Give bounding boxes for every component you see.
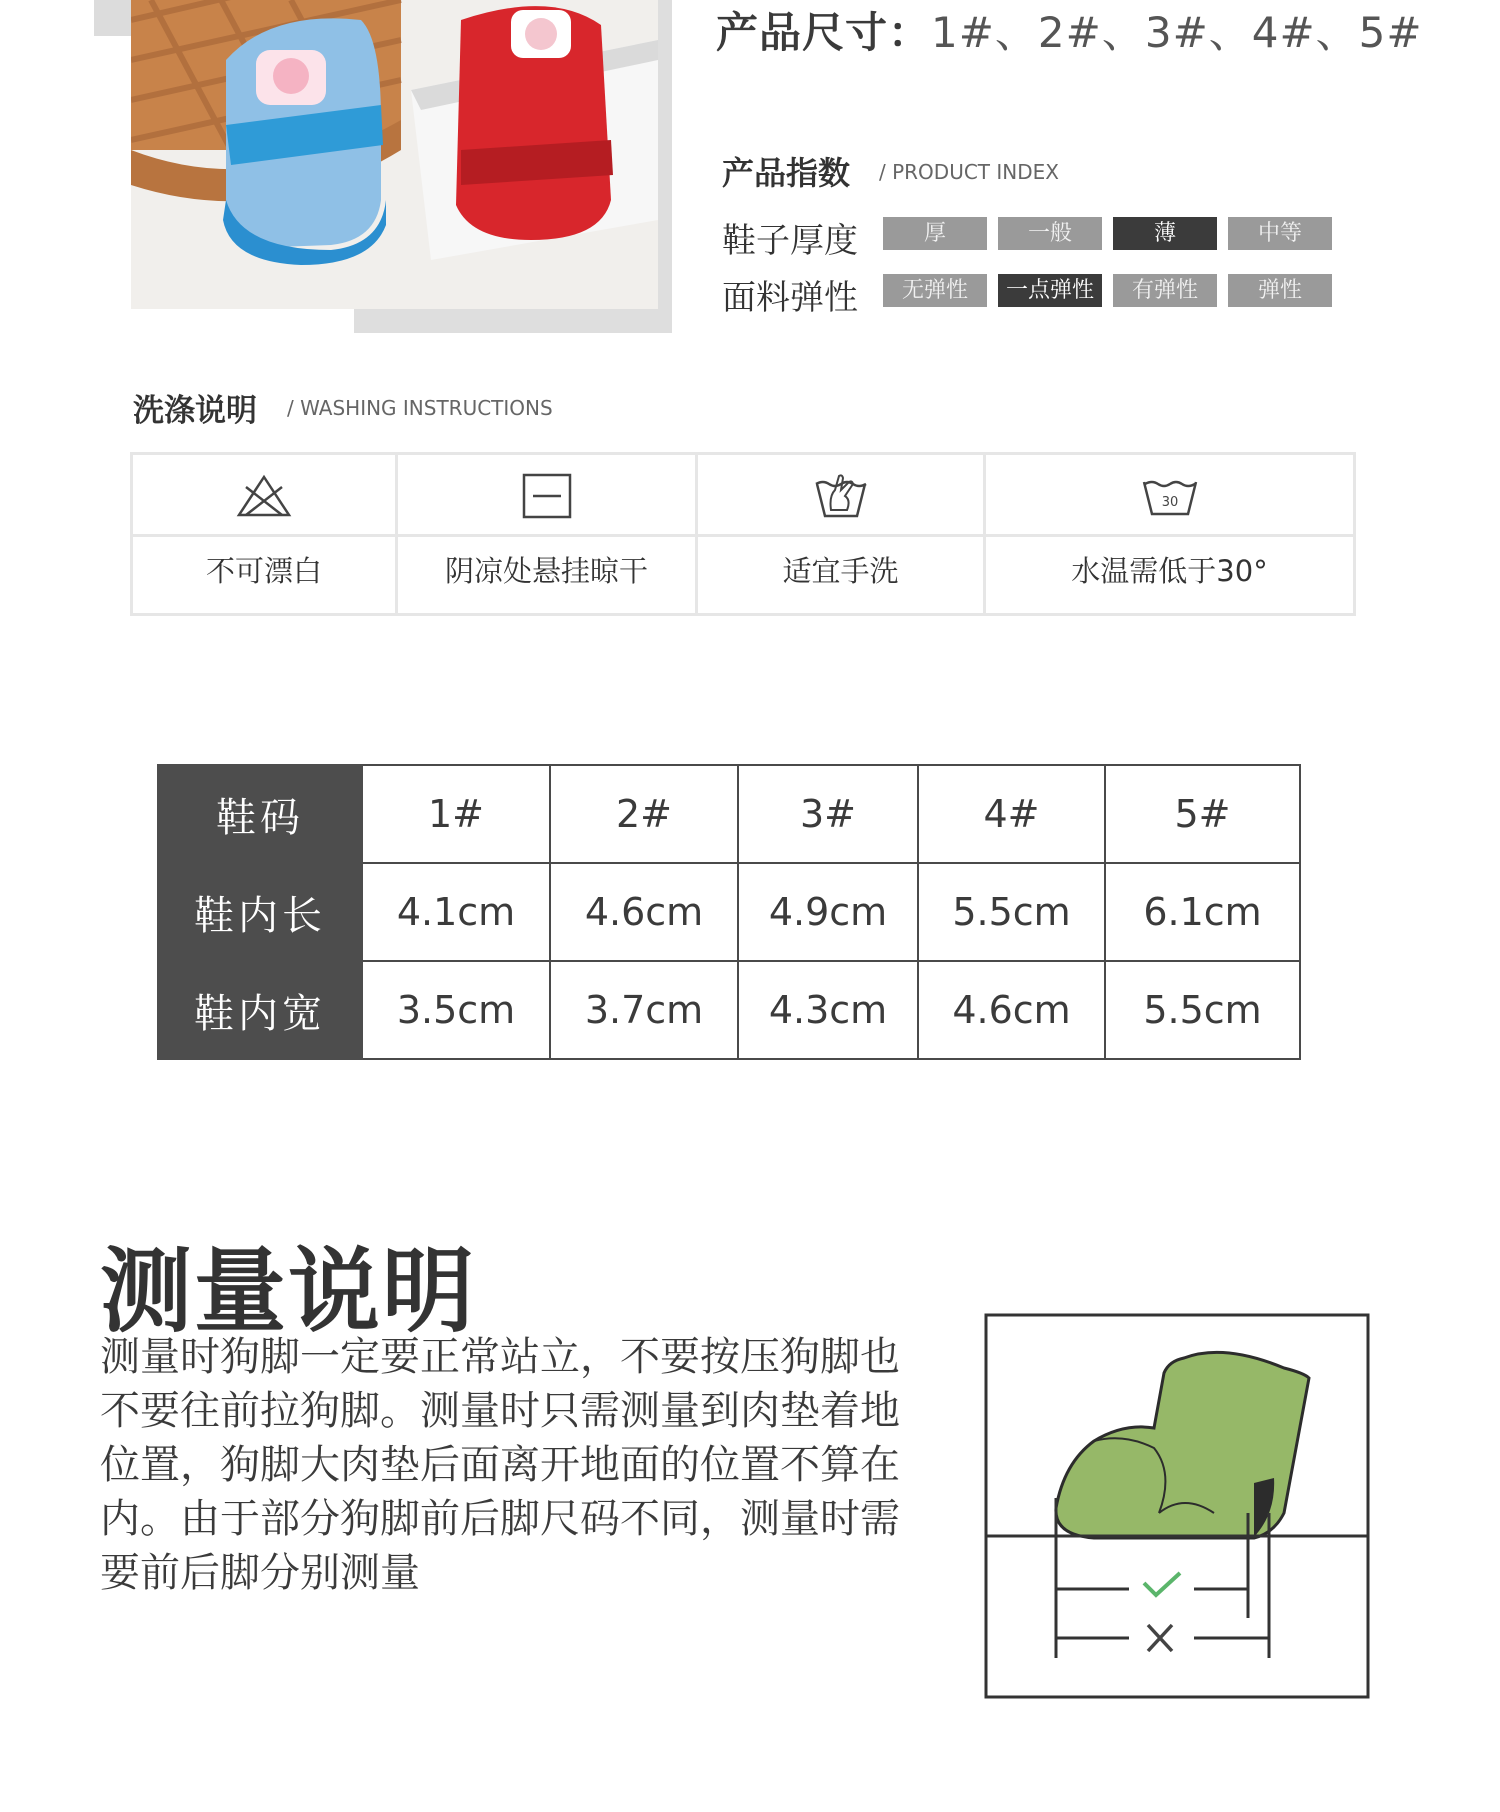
index-row-label-elasticity: 面料弹性 (722, 278, 858, 318)
table-cell: 5# (1105, 765, 1300, 863)
washing-subtitle: / WASHING INSTRUCTIONS (287, 396, 553, 420)
wash-30-icon (986, 467, 1353, 525)
table-cell: 1# (362, 765, 550, 863)
index-chip-elasticity-4: 弹性 (1228, 274, 1332, 307)
shade-hang-dry-icon (398, 467, 695, 525)
index-chip-thickness-2: 一般 (998, 217, 1102, 250)
table-cell: 4.9cm (738, 863, 918, 961)
index-chip-thickness-3-selected: 薄 (1113, 217, 1217, 250)
index-chip-elasticity-1: 无弹性 (883, 274, 987, 307)
washing-instructions-grid (130, 452, 1356, 616)
product-index-title: 产品指数 (722, 154, 851, 192)
index-chip-elasticity-2-selected: 一点弹性 (998, 274, 1102, 307)
index-chip-elasticity-3: 有弹性 (1113, 274, 1217, 307)
washing-label: 阴凉处悬挂晾干 (444, 554, 648, 588)
hand-wash-icon (698, 467, 983, 525)
table-row (158, 961, 1300, 1059)
row-header-inner-length: 鞋内长 (158, 863, 362, 961)
no-bleach-icon (133, 467, 395, 525)
table-cell: 3# (738, 765, 918, 863)
product-size-value: 1#、2#、3#、4#、5# (931, 8, 1423, 57)
table-cell: 4.1cm (362, 863, 550, 961)
product-index-subtitle: / PRODUCT INDEX (879, 160, 1059, 184)
table-cell: 4.3cm (738, 961, 918, 1059)
table-cell: 6.1cm (1105, 863, 1300, 961)
measurement-title: 测量说明 (100, 1238, 477, 1345)
product-size (716, 0, 1423, 60)
wash-temperature-text: 30 (1161, 495, 1178, 510)
row-header-inner-width: 鞋内宽 (158, 961, 362, 1059)
table-cell: 5.5cm (918, 863, 1105, 961)
washing-title: 洗涤说明 (133, 393, 257, 429)
size-table (157, 764, 1301, 1060)
table-row (158, 863, 1300, 961)
table-cell: 4.6cm (550, 863, 738, 961)
product-size-label: 产品尺寸： (716, 8, 932, 57)
row-header-size: 鞋码 (158, 765, 362, 863)
index-chip-thickness-4: 中等 (1228, 217, 1332, 250)
index-row-label-thickness: 鞋子厚度 (722, 221, 858, 261)
washing-label: 水温需低于30° (1071, 554, 1268, 588)
table-cell: 2# (550, 765, 738, 863)
table-cell: 3.7cm (550, 961, 738, 1059)
washing-item (133, 455, 395, 613)
washing-label: 不可漂白 (205, 554, 322, 588)
table-row (158, 765, 1300, 863)
product-photo (131, 0, 658, 309)
washing-item (695, 455, 983, 613)
measurement-description: 测量时狗脚一定要正常站立，不要按压狗脚也不要往前拉狗脚。测量时只需测量到肉垫着地位置，狗脚大肉垫后面离开地面的位置不算在内。由于部分狗脚前后脚尺码不同，测量时需要前后脚分别测量 (100, 1334, 900, 1596)
washing-item (395, 455, 695, 613)
washing-item (983, 455, 1353, 613)
table-cell: 5.5cm (1105, 961, 1300, 1059)
washing-label: 适宜手洗 (782, 554, 899, 588)
index-chip-thickness-1: 厚 (883, 217, 987, 250)
table-cell: 4.6cm (918, 961, 1105, 1059)
paw-measurement-diagram (984, 1313, 1370, 1699)
table-cell: 3.5cm (362, 961, 550, 1059)
table-cell: 4# (918, 765, 1105, 863)
